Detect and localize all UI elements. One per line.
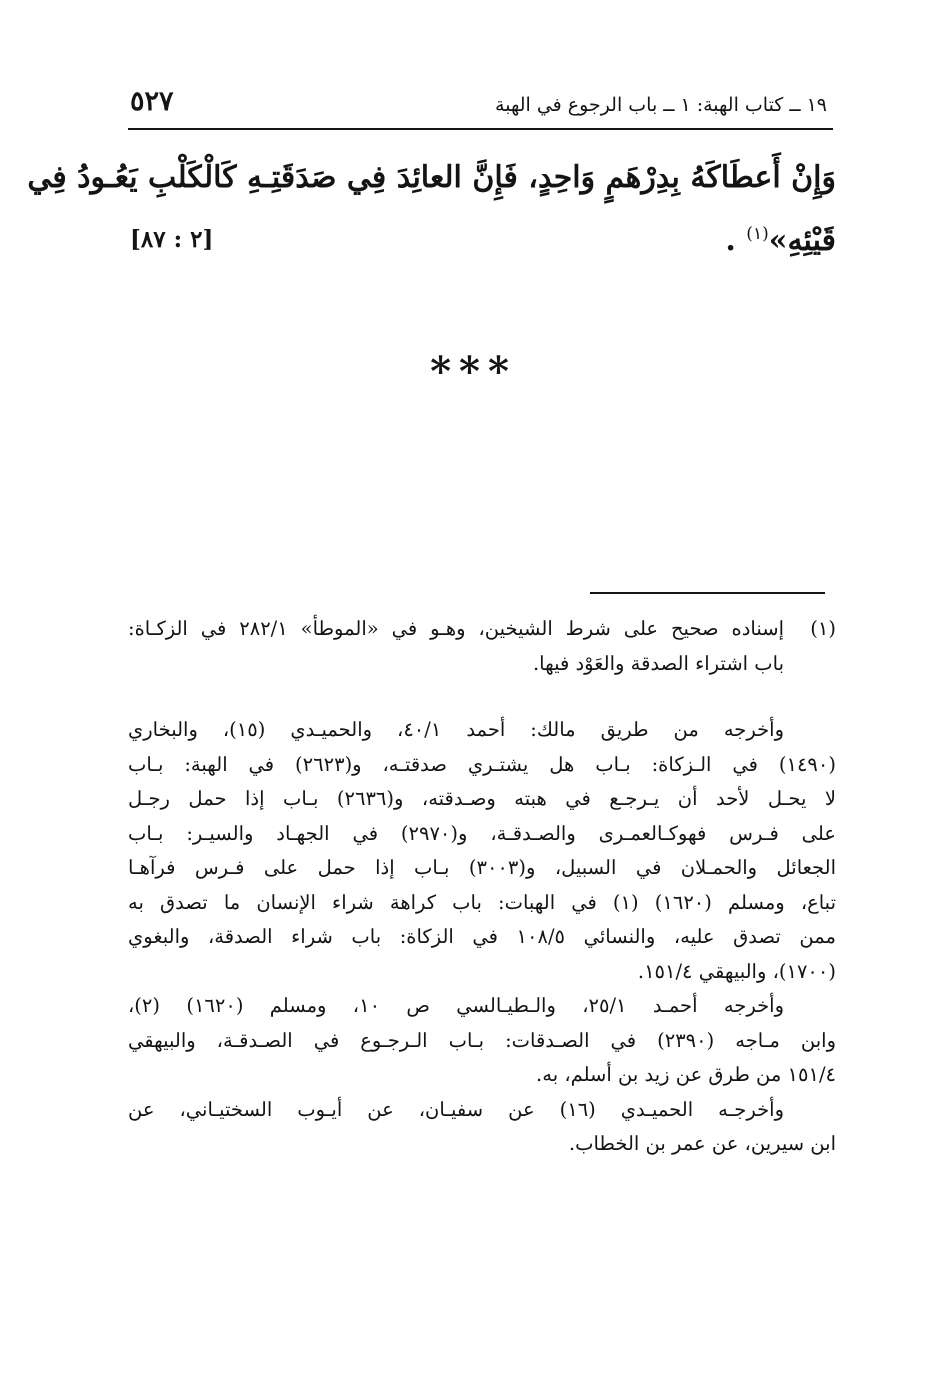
hadith-line-2 <box>128 206 836 269</box>
footnote-line: وأخرجه أحمـد ٢٥/١، والـطيـالسي ص ١٠، ومسلم (١٦٢٠) (٢)، <box>128 994 784 1017</box>
footnote-paragraph-3 <box>128 1093 836 1162</box>
paragraph-gap <box>128 681 836 713</box>
running-header-title: ١٩ ــ كتاب الهبة: ١ ــ باب الرجوع في الهبة <box>495 94 827 116</box>
footnote-line: ١٥١/٤ من طرق عن زيد بن أسلم، به. <box>536 1063 836 1086</box>
footnote-1 <box>128 612 836 681</box>
hadith-line-2-text: قَيْئِهِ» <box>768 223 836 258</box>
hadith-line-1: وَإِنْ أَعطَاكَهُ بِدِرْهَمٍ وَاحِدٍ، فَإِنَّ العائِدَ فِي صَدَقَتِـهِ كَالْكَلْبِ يَعُـودُ فِي <box>27 160 836 195</box>
footnote-line: (١٤٩٠) في الـزكاة: بـاب هل يشتـري صدقتـه، و(٢٦٢٣) في الهبة: بـاب <box>128 752 836 776</box>
footnote-rule <box>590 592 825 594</box>
footnote-paragraph-1 <box>128 713 836 989</box>
section-divider: *** <box>430 348 517 395</box>
footnote-line: تباع، ومسلم (١٦٢٠) (١) في الهبات: باب كراهة شراء الإنسان ما تصدق به <box>128 890 836 914</box>
footnote-marker[interactable]: (١) <box>746 224 769 244</box>
volume-reference: [٢ : ٨٧] <box>130 226 214 253</box>
footnote-line: ابن سيرين، عن عمر بن الخطاب. <box>568 1132 836 1155</box>
footnote-line: وأخرجـه الحميـدي (١٦) عن سفيـان، عن أيـوب السختيـاني، عن <box>128 1097 784 1121</box>
page-number: ٥٢٧ <box>130 86 174 117</box>
header-rule <box>128 128 833 130</box>
footnote-line: لا يحـل لأحد أن يـرجـع في هبته وصـدقته، و(٢٦٣٦) بـاب إذا حمل رجـل <box>128 787 836 810</box>
footnote-paragraph-2 <box>128 989 836 1093</box>
end-punctuation: . <box>725 223 736 258</box>
footnote-line: وابن مـاجه (٢٣٩٠) في الصـدقات: بـاب الـرجـوع في الصـدقـة، والبيهقي <box>128 1028 837 1052</box>
footnote-line: الجعائل والحمـلان في السبيل، و(٣٠٠٣) بـاب إذا حمل على فـرس فرآهـا <box>128 856 836 879</box>
footnote-line: إسناده صحيح على شرط الشيخين، وهـو في «الموطأ» ٢٨٢/١ في الزكـاة: <box>128 617 784 640</box>
footnote-line: وأخرجه من طريق مالك: أحمد ٤٠/١، والحميـدي (١٥)، والبخاري <box>128 718 784 741</box>
footnote-line: ممن تصدق عليه، والنسائي ١٠٨/٥ في الزكاة: باب شراء الصدقة، والبغوي <box>128 925 836 948</box>
footnote-line: على فـرس فهوكـالعمـرى والصـدقـة، و(٢٩٧٠) في الجهـاد والسيـر: بـاب <box>128 821 836 845</box>
footnote-line: باب اشتراء الصدقة والعَوْد فيها. <box>532 651 784 675</box>
footnote-line: (١٧٠٠)، والبيهقي ١٥١/٤. <box>637 959 836 983</box>
hadith-text <box>27 150 836 269</box>
footnotes <box>128 612 836 1162</box>
footnote-number: (١) <box>810 617 836 640</box>
